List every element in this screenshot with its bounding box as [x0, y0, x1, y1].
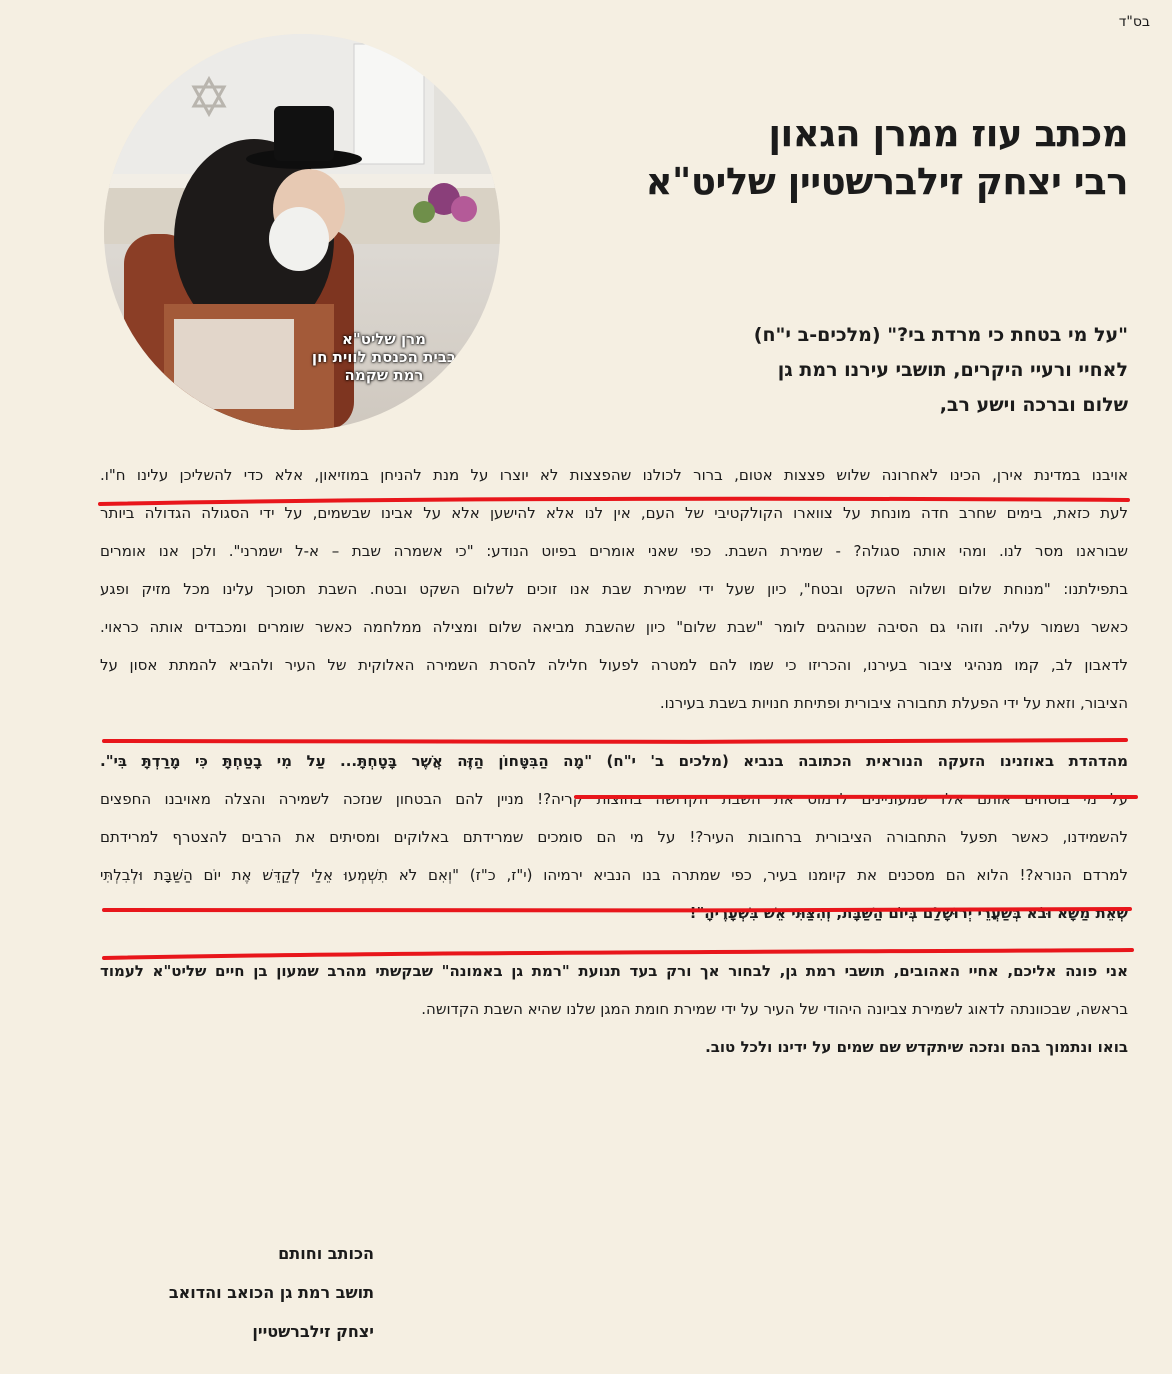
photo-caption [284, 330, 484, 384]
title-line-2: רבי יצחק זילברשטיין שליט"א [645, 160, 1128, 203]
paragraph-2-line: להשמידנו, כאשר תפעל התחבורה הציבורית ברחובות העיר?! על מי הם סומכים שמרידתם באלוקים ומסיתים את הרבים להצטרף למרידתם [100, 828, 1128, 846]
paragraph-3-line: בראשה, שבכוונתה לדאוג לשמירת צביונה היהודי של העיר על ידי שמירת חומת המגן שלנו שהיא השבת הקדושה. [421, 1000, 1128, 1018]
paragraph-1-line: הציבור, וזאת על ידי הפעלת תחבורה ציבורית ופתיחת חנויות בשבת בעירנו. [659, 694, 1128, 712]
signature-line: תושב רמת גן הכואב והדואב [168, 1283, 374, 1302]
paragraph-1-line: כאשר נשמור עליה. וזוהי גם הסיבה שנוהגים לומר "שבת שלום" כיון שהשבת מביאה שלום ומצילה ממלחמה כאשר שומרים ומכבדים אותה כראוי. [100, 618, 1128, 636]
addressee: לאחיי ורעיי היקרים, תושבי עירנו רמת גן [777, 359, 1128, 381]
paragraph-3-line: בואו ונתמוך בהם ונזכה שיתקדש שם שמים על ידינו ולכל טוב. [705, 1038, 1128, 1056]
signature-block [134, 1244, 374, 1361]
paragraph-2-line: למרדם הנורא?! הלוא הם מסכנים את קיומנו בעיר, כפי שמתרה בנו הנביא ירמיהו (י"ז, כ"ז) "וְאִם לֹא תִשְׁמְעוּ אֵלַי לְקַדֵּשׁ אֶת יוֹם הַשַּׁבָּת וּלְבִלְתִּי [100, 866, 1128, 884]
paragraph-1-line: לדאבון לב, קמו מנהיגי ציבור בעירנו, והכריזו כי שמו להם למטרה לפעול חלילה להסרת השמירה האלוקית של העיר ולהביא להמתת אסון על [100, 656, 1128, 674]
photo-caption-line: מרן שליט"א [341, 330, 427, 348]
bsd-mark: בס"ד [1118, 14, 1150, 30]
photo-caption-line: רמת שקמה [344, 366, 424, 384]
signature-line: הכותב וחותם [278, 1244, 374, 1263]
salutation: שלום וברכה וישע רב, [939, 394, 1128, 416]
paragraph-3-line: אני פונה אליכם, אחיי האהובים, תושבי רמת גן, לבחור אך ורק בעד תנועת "רמת גן באמונה" שבקשתי מהרב שמעון בן חיים שליט"א לעמוד [100, 962, 1128, 980]
paragraph-1-line: אויבנו במדינת אירן, הכינו לאחרונה שלוש פצצות אטום, ברור לכולנו שהפצצות לא יוצרו על מנת להניחן במוזיאון, אלא כדי להשליכן עלינו ח"ו. [100, 466, 1128, 484]
verse-quote: "על מי בטחת כי מרדת בי?" (מלכים-ב י"ח) [753, 324, 1128, 346]
paragraph-2-line: שְׂאֵת מַשָּׂא וּבֹא בְּשַׁעֲרֵי יְרוּשָׁלִַם בְּיוֹם הַשַּׁבָּת, וְהִצַּתִּי אֵשׁ בִּשְׁעָרֶיהָ"! [689, 904, 1128, 922]
paragraph-1-line: בתפילתנו: "מנוחת שלום ושלוה השקט ובטח", כיון שעל ידי שמירת שבת אנו זוכים לשלום השקט ובטח. השבת תסוכך עלינו מכל מזיק ופגע [100, 580, 1128, 598]
letter-title [508, 110, 1128, 206]
paragraph-2-line: על מי בוטחים אותם אלו שמעוניינים לרמוס את השבת הקדושה בחוצות קריה?! מניין להם הבטחון שנזכה לשמירה והצלה מאויבנו החפצים [100, 790, 1128, 808]
letter-body [100, 466, 1128, 1076]
paragraph-1-line: שבוראנו מסר לנו. ומהי אותה סגולה? - שמירת השבת. כפי שאני אומרים בפיוט הנודע: "כי אשמרה שבת – א-ל ישמרני". ולכן אנו אומרים [100, 542, 1128, 560]
signature-line: יצחק זילברשטיין [252, 1322, 374, 1341]
photo-caption-line: בבית הכנסת לווית חן [311, 348, 457, 366]
paragraph-1-line: לעת כזאת, בימים שחרב חדה מונחת על צווארו הקולקטיבי של העם, אין לנו אלא להישען אלא על אבינו שבשמים, על ידי הסגולה הגדולה ביותר [100, 504, 1128, 522]
rabbi-photo [104, 34, 500, 430]
greeting-block [488, 318, 1128, 423]
paragraph-2-line: מהדהדת באוזנינו הזעקה הנוראית הכתובה בנביא (מלכים ב' י"ח) "מָה הַבִּטָּחוֹן הַזֶּה אֲשֶׁר בָּטָחְתָּ... עַל מִי בָטַחְתָּ כִּי מָרַדְתָּ בִּי". [100, 752, 1128, 770]
title-line-1: מכתב עוז ממרן הגאון [768, 112, 1128, 155]
